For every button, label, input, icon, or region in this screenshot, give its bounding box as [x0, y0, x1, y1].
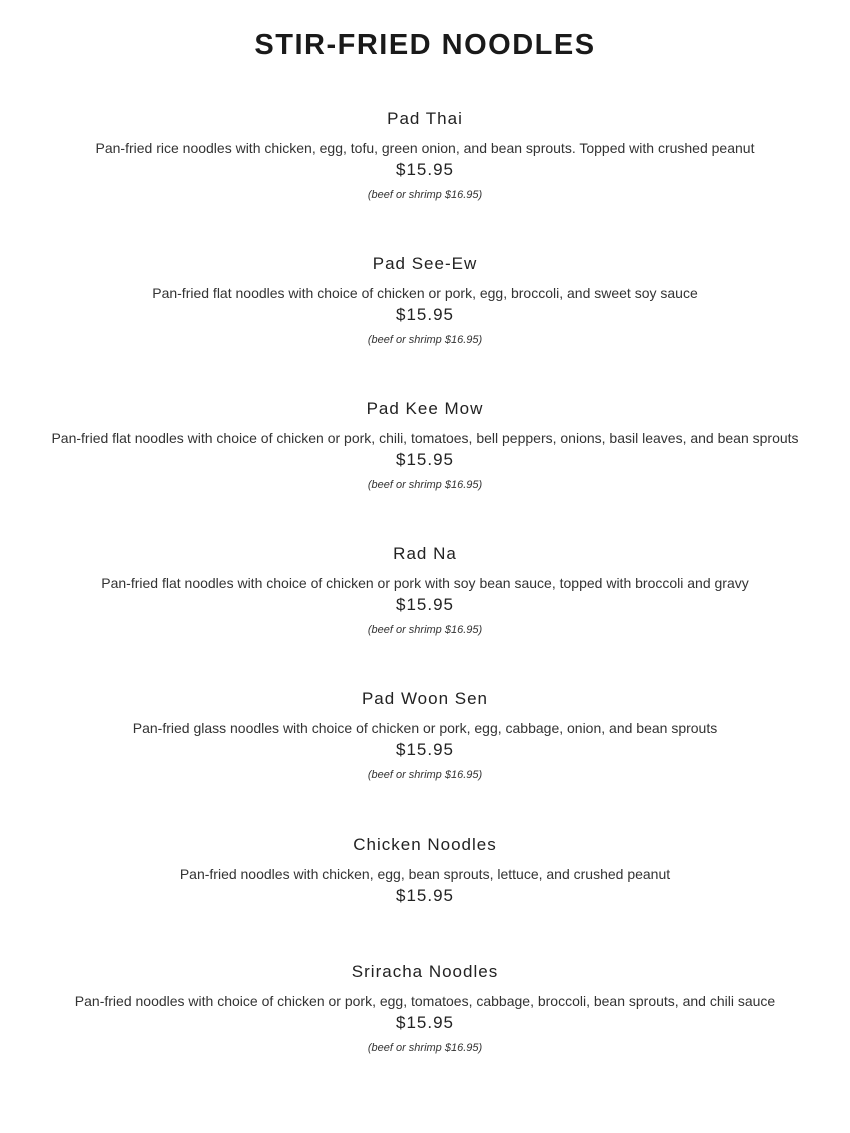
item-alt-price: (beef or shrimp $16.95) — [367, 769, 483, 781]
item-alt-price: (beef or shrimp $16.95) — [367, 189, 483, 201]
menu-item-chicken-noodles — [0, 834, 850, 907]
item-price: $15.95 — [396, 740, 454, 759]
item-price: $15.95 — [396, 450, 454, 469]
item-price: $15.95 — [396, 160, 454, 179]
item-name: Pad Thai — [387, 109, 463, 128]
item-price: $15.95 — [396, 595, 454, 614]
item-description: Pan-fried flat noodles with choice of chicken or pork, egg, broccoli, and sweet soy sauce — [152, 285, 698, 301]
menu-item-pad-kee-mow — [0, 398, 850, 492]
menu-item-pad-see-ew — [0, 253, 850, 347]
item-alt-price: (beef or shrimp $16.95) — [367, 334, 483, 346]
item-description: Pan-fried flat noodles with choice of chicken or pork, chili, tomatoes, bell peppers, onions, basil leaves, and bean sprouts — [51, 430, 799, 446]
menu-item-rad-na — [0, 543, 850, 637]
item-name: Pad Kee Mow — [366, 399, 484, 418]
item-description: Pan-fried glass noodles with choice of chicken or pork, egg, cabbage, onion, and bean sprouts — [132, 720, 718, 736]
item-description: Pan-fried rice noodles with chicken, egg, tofu, green onion, and bean sprouts. Topped with crushed peanut — [95, 140, 755, 156]
item-description: Pan-fried flat noodles with choice of chicken or pork with soy bean sauce, topped with broccoli and gravy — [101, 575, 749, 591]
item-price: $15.95 — [396, 305, 454, 324]
item-name: Chicken Noodles — [353, 835, 497, 854]
item-price: $15.95 — [396, 1013, 454, 1032]
menu-item-pad-thai — [0, 108, 850, 202]
item-alt-price: (beef or shrimp $16.95) — [367, 479, 483, 491]
item-name: Pad See-Ew — [372, 254, 478, 273]
item-name: Rad Na — [393, 544, 457, 563]
item-name: Pad Woon Sen — [361, 689, 489, 708]
item-description: Pan-fried noodles with choice of chicken or pork, egg, tomatoes, cabbage, broccoli, bean sprouts, and chili sauce — [74, 993, 776, 1009]
menu-item-pad-woon-sen — [0, 688, 850, 782]
menu-item-sriracha-noodles — [0, 961, 850, 1055]
page-title: STIR-FRIED NOODLES — [254, 29, 596, 61]
item-description: Pan-fried noodles with chicken, egg, bean sprouts, lettuce, and crushed peanut — [179, 866, 671, 882]
item-price: $15.95 — [396, 886, 454, 905]
item-alt-price: (beef or shrimp $16.95) — [367, 1042, 483, 1054]
item-name: Sriracha Noodles — [351, 962, 499, 981]
item-alt-price: (beef or shrimp $16.95) — [367, 624, 483, 636]
